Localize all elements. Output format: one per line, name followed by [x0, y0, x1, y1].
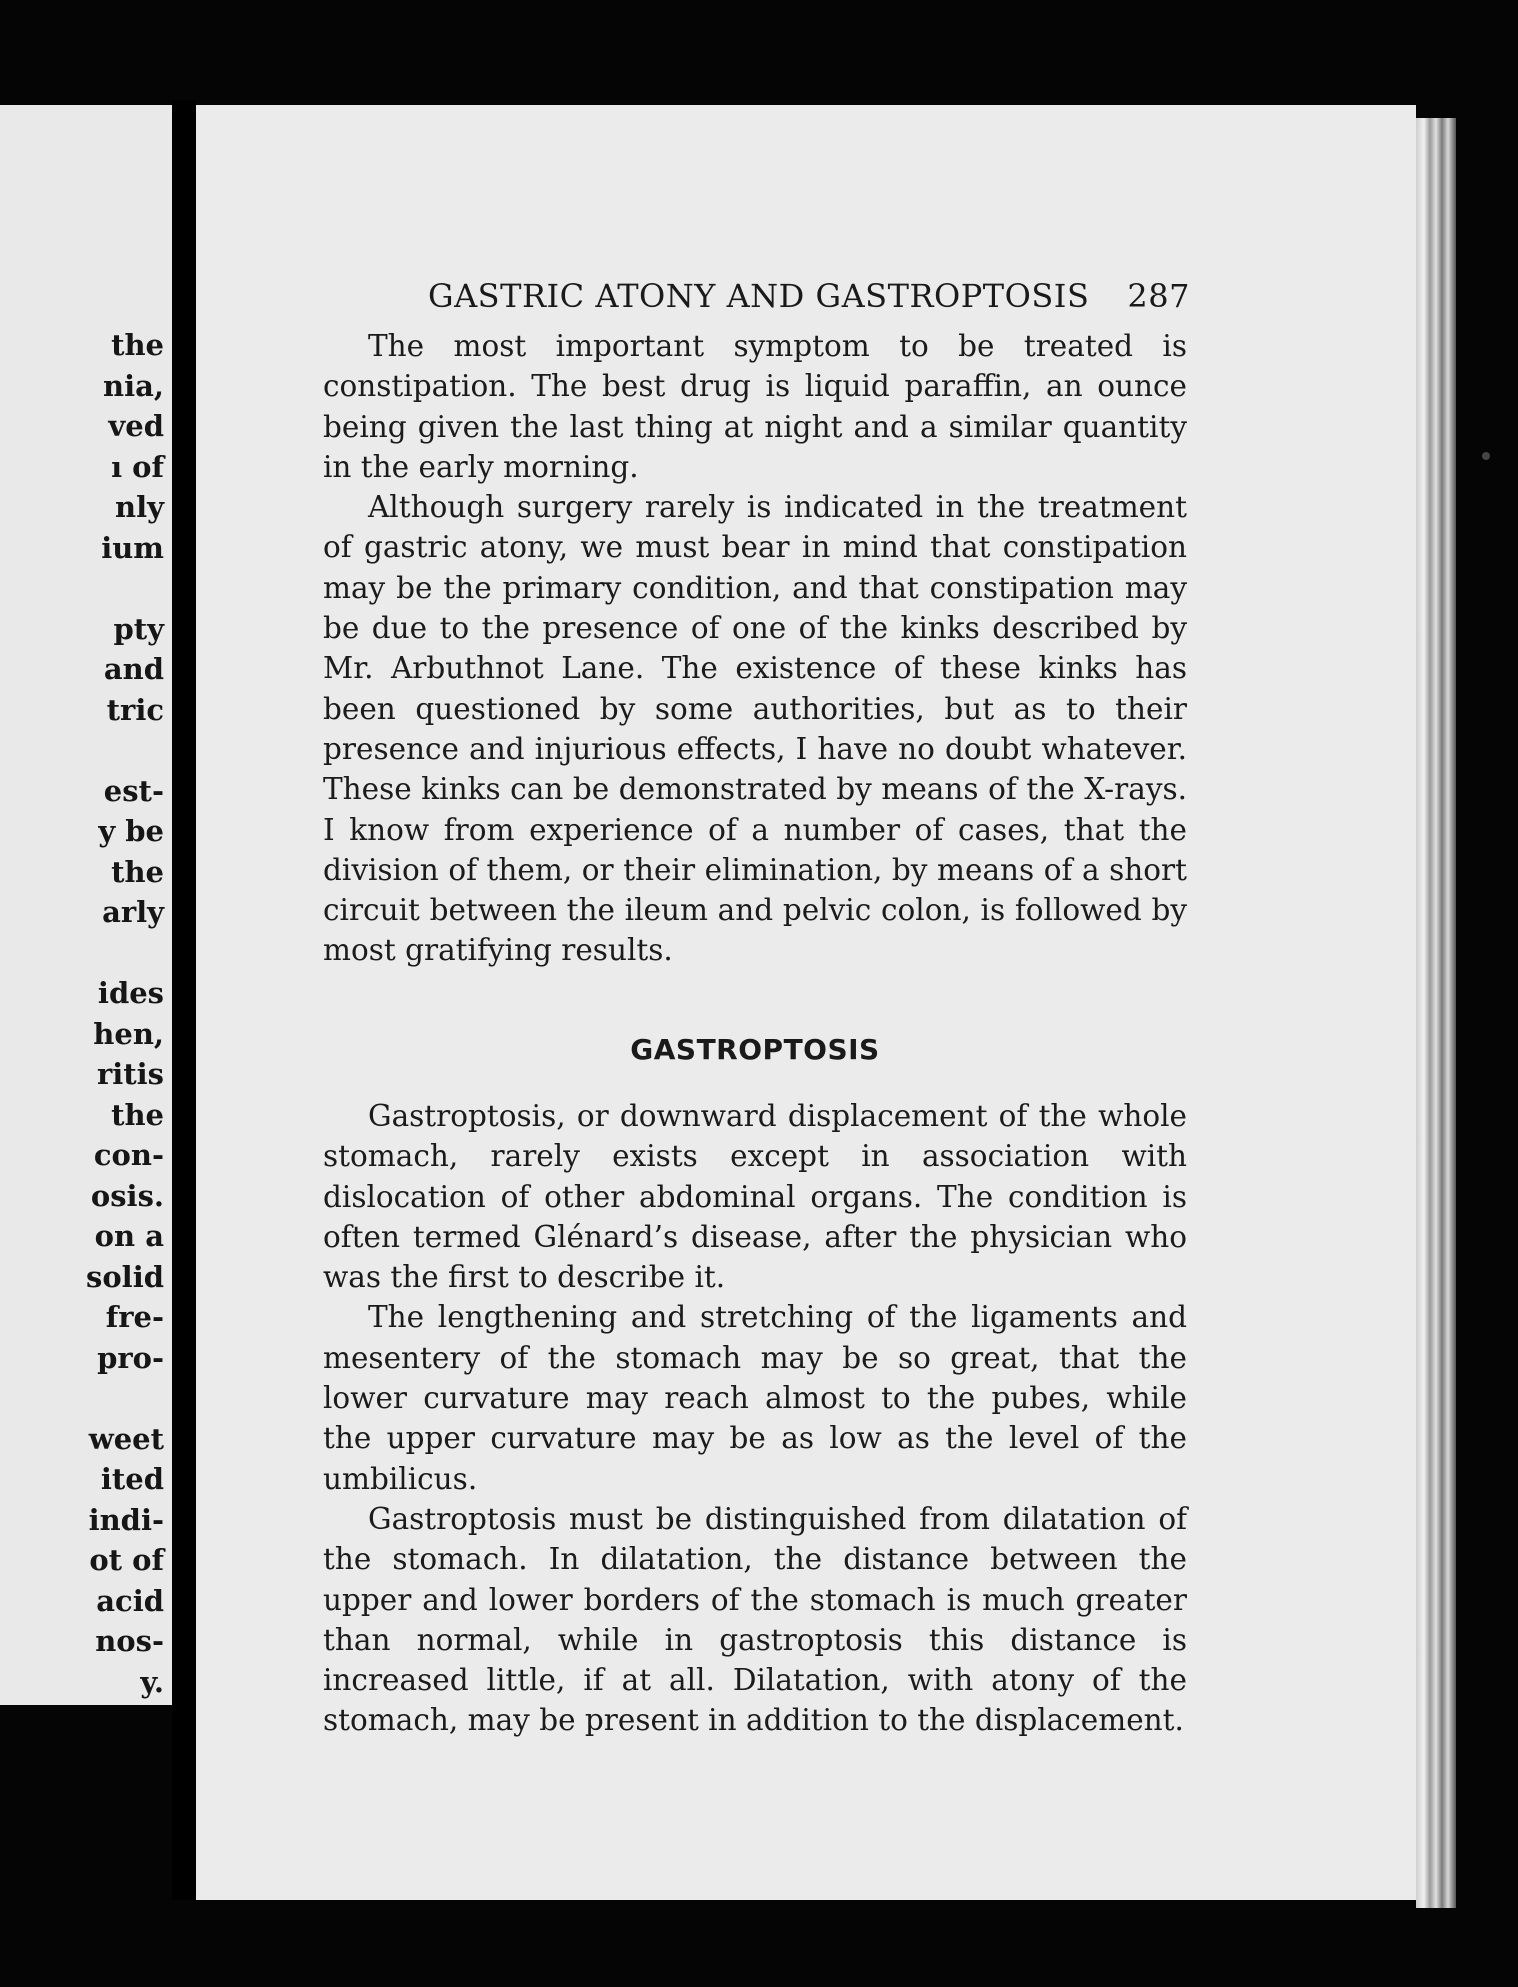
- scan-speck: [1482, 452, 1490, 460]
- left-line: the: [111, 1097, 164, 1132]
- left-line: ved: [108, 409, 164, 443]
- left-line: [4, 1378, 164, 1419]
- paragraph: The most important symptom to be treated is constipation. The best drug is liquid paraffin, an ounce being given the last thing at night and a similar quantity in the early morning.: [323, 329, 1187, 484]
- left-line: [4, 730, 164, 771]
- body-text-bottom: [323, 1096, 1187, 1741]
- left-line: hen,: [93, 1016, 164, 1051]
- left-line: osis.: [90, 1178, 164, 1213]
- left-line: [4, 568, 164, 609]
- left-line: ot of: [89, 1543, 164, 1577]
- left-line: con-: [93, 1138, 164, 1172]
- left-line: ium: [101, 530, 164, 565]
- left-line: ited: [100, 1462, 164, 1496]
- left-line: nos-: [95, 1624, 164, 1658]
- left-line: ritis: [96, 1057, 164, 1091]
- page-edge: [1416, 118, 1456, 1908]
- left-line: indi-: [88, 1502, 164, 1537]
- paragraph: Gastroptosis, or downward displacement of the whole stomach, rarely exists except in association with dislocation of other abdominal organs. The condition is often termed Glénard’s disease, after the physician who was the first to describe it.: [323, 1099, 1187, 1295]
- paragraph: Gastroptosis must be distinguished from dilatation of the stomach. In dilatation, the distance between the upper and lower borders of the stomach is much greater than normal, while in gastroptosis this distance is increased little, if at all. Dilatation, with atony of the stomach, may be present in addition to the displacement.: [323, 1501, 1187, 1738]
- left-line: fre-: [105, 1300, 164, 1334]
- left-line: and: [103, 652, 164, 686]
- section-heading: GASTROPTOSIS: [630, 1033, 880, 1066]
- left-line: est-: [103, 773, 164, 808]
- body-text-top: [323, 326, 1187, 971]
- left-line: solid: [86, 1259, 164, 1294]
- left-line: weet: [88, 1421, 164, 1456]
- book-spine: [172, 100, 196, 1900]
- left-line: acid: [96, 1583, 164, 1618]
- left-line: pro-: [97, 1340, 164, 1375]
- left-line: on a: [94, 1219, 164, 1253]
- paragraph: Although surgery rarely is indicated in the treatment of gastric atony, we must bear in mind that constipation may be the primary condition, and that constipation may be due to the presence of one of the kinks described by Mr. Arbuthnot Lane. The existence of these kinks has been questioned by some authorities, but as to their presence and injurious effects, I have no doubt whatever. These kinks can be demonstrated by means of the X-rays. I know from experience of a number of cases, that the division of them, or their elimination, by means of a short circuit between the ileum and pelvic colon, is followed by most gratifying results.: [323, 490, 1187, 968]
- left-line: arly: [102, 895, 164, 929]
- left-facing-page: [0, 105, 172, 1705]
- left-line: [4, 933, 164, 974]
- left-line: nia,: [103, 368, 164, 403]
- left-line: ides: [97, 976, 164, 1010]
- page-number: 287: [1127, 277, 1190, 315]
- left-line: the: [111, 854, 164, 889]
- left-page-text: [4, 325, 164, 1702]
- left-line: ı of: [111, 449, 164, 484]
- left-line: y be: [98, 814, 164, 848]
- left-line: tric: [106, 692, 164, 727]
- left-line: the: [111, 328, 164, 362]
- running-header: [428, 277, 1190, 315]
- left-line: y.: [140, 1664, 164, 1699]
- paragraph: The lengthening and stretching of the ligaments and mesentery of the stomach may be so great, that the lower curvature may reach almost to the pubes, while the upper curvature may be as low as the level of the umbilicus.: [323, 1300, 1187, 1496]
- running-title: GASTRIC ATONY AND GASTROPTOSIS: [428, 277, 1090, 315]
- left-line: nly: [115, 490, 164, 524]
- left-line: pty: [113, 611, 164, 646]
